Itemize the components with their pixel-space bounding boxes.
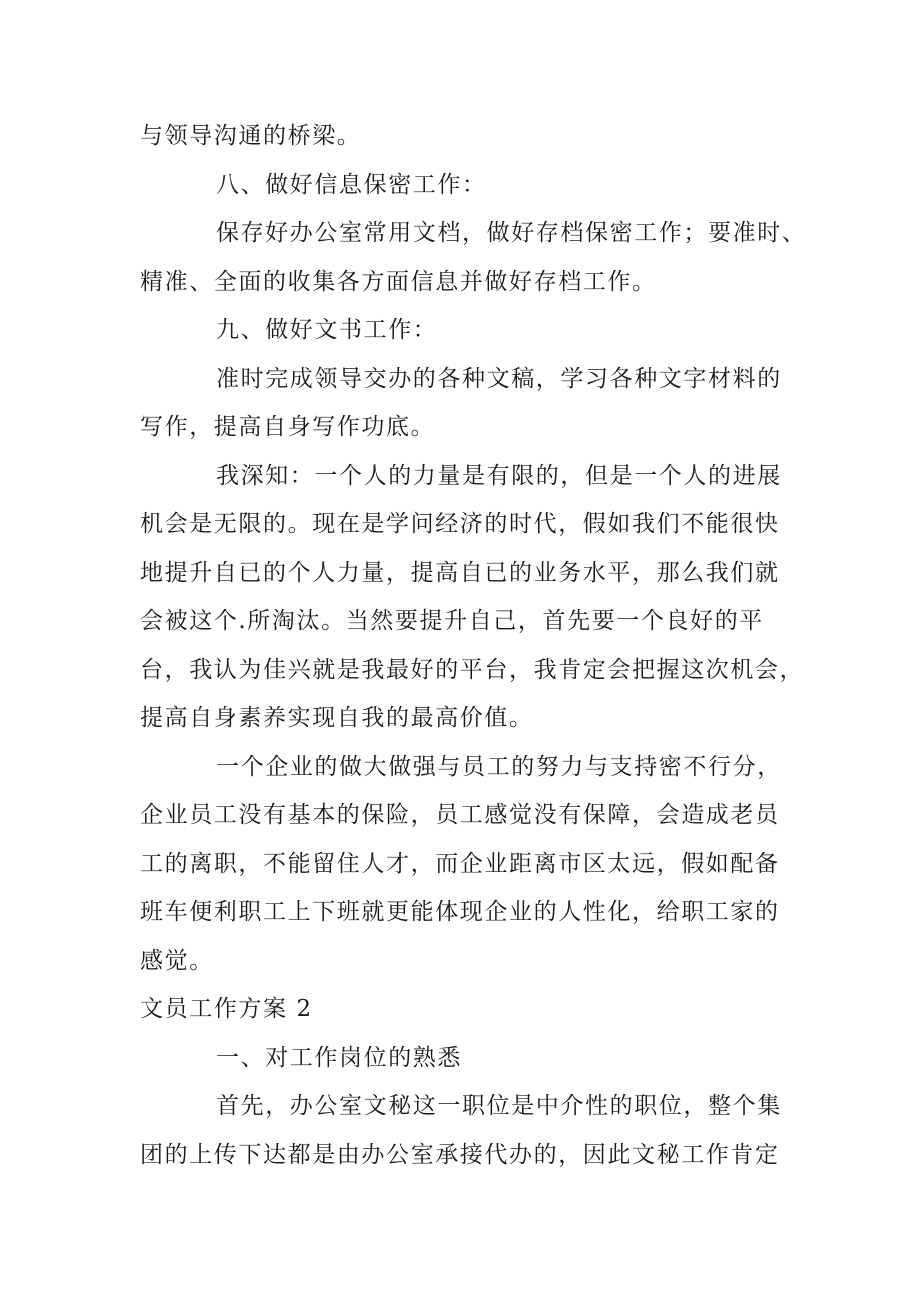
text-line: 保存好办公室常用文档，做好存档保密工作；要准时、 [216, 220, 807, 246]
document-body [140, 112, 807, 1179]
text-line: 工的离职，不能留住人才，而企业距离市区太远，假如配备 [140, 850, 780, 877]
text-line: 一个企业的做大做强与员工的努力与支持密不行分， [216, 753, 782, 780]
text-line: 精准、全面的收集各方面信息并做好存档工作。 [140, 268, 657, 295]
text-line: 首先，办公室文秘这一职位是中介性的职位，整个集 [216, 1093, 782, 1119]
text-line: 台，我认为佳兴就是我最好的平台，我肯定会把握这次机会， [140, 656, 805, 683]
text-line: 会被这个.所淘汰。当然要提升自己，首先要一个良好的平 [140, 608, 764, 634]
text-line: 班车便利职工上下班就更能体现企业的人性化，给职工家的 [140, 899, 780, 925]
text-line: 企业员工没有基本的保险，员工感觉没有保障，会造成老员 [140, 802, 780, 828]
section-heading: 八、做好信息保密工作： [216, 171, 487, 198]
text-line: 与领导沟通的桥梁。 [140, 123, 362, 149]
document-title: 文员工作方案 2 [140, 996, 313, 1022]
text-line: 感觉。 [140, 947, 214, 974]
section-heading: 一、对工作岗位的熟悉 [216, 1044, 462, 1071]
text-line: 机会是无限的。现在是学问经济的时代，假如我们不能很快 [140, 511, 780, 537]
text-line: 写作，提高自身写作功底。 [140, 414, 436, 440]
text-line: 我深知：一个人的力量是有限的，但是一个人的进展 [216, 462, 782, 489]
section-heading: 九、做好文书工作： [216, 317, 438, 343]
text-line: 地提升自已的个人力量，提高自已的业务水平，那么我们就 [140, 559, 780, 586]
text-line: 提高自身素养实现自我的最高价值。 [140, 705, 534, 731]
text-line: 准时完成领导交办的各种文稿，学习各种文字材料的 [216, 365, 782, 392]
text-line: 团的上传下达都是由办公室承接代办的，因此文秘工作肯定 [140, 1141, 780, 1168]
